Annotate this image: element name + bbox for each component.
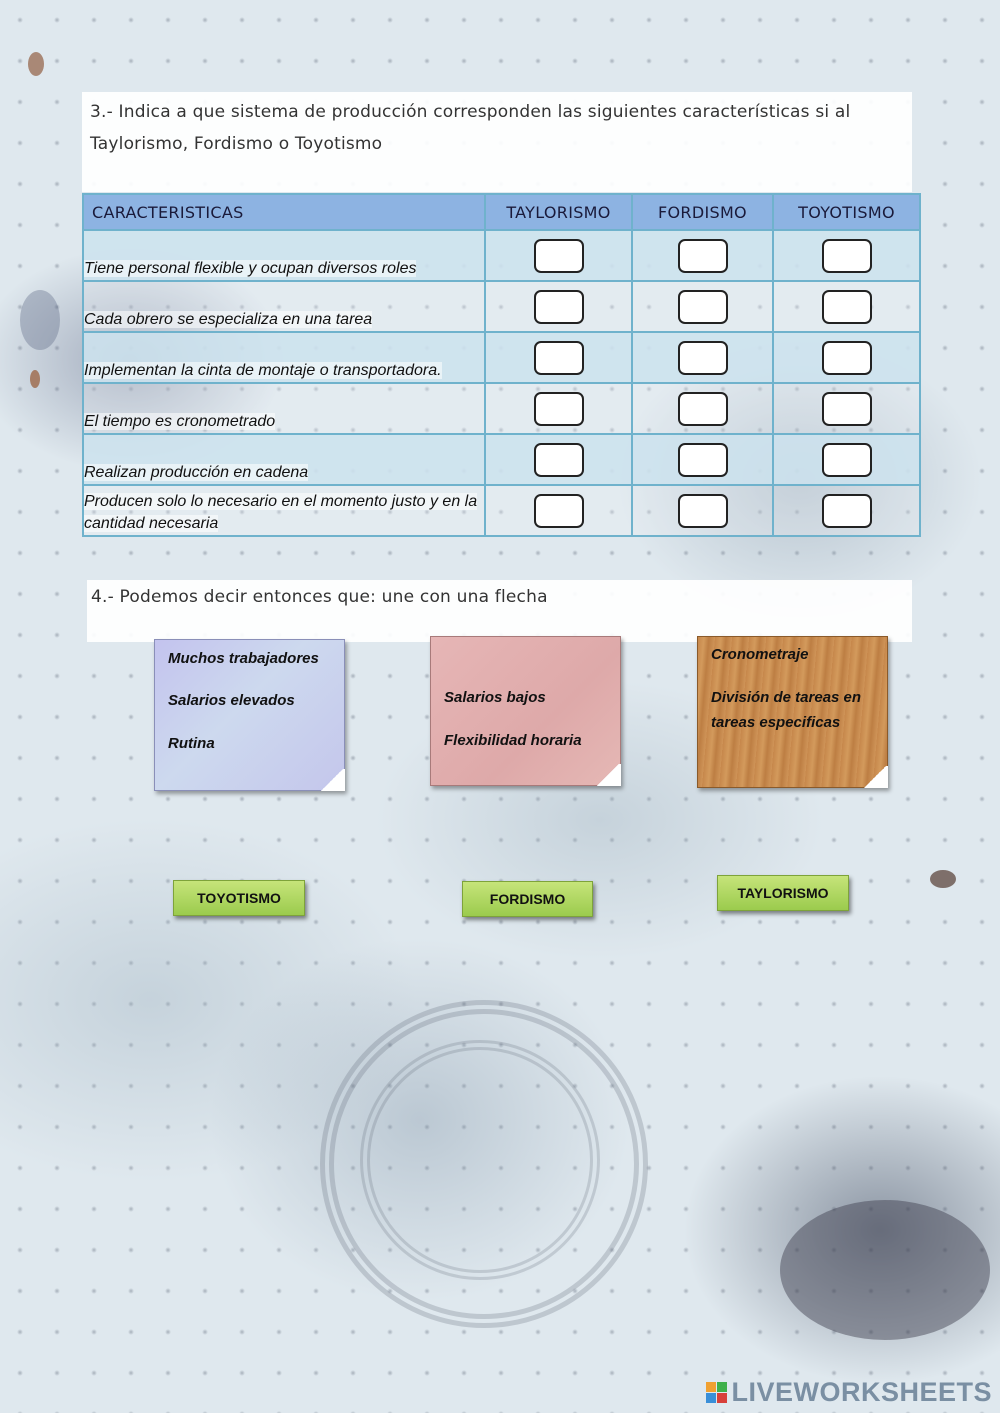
background-stain	[28, 52, 44, 76]
page-curl-icon	[319, 769, 345, 791]
header-fordismo: FORDISMO	[632, 194, 773, 230]
background-stain	[930, 870, 956, 888]
background-stain	[360, 1040, 600, 1280]
answer-checkbox-fordismo[interactable]	[678, 290, 728, 324]
answer-checkbox-toyotismo[interactable]	[822, 239, 872, 273]
header-caracteristicas: CARACTERISTICAS	[83, 194, 485, 230]
note-pink-item: Salarios bajos	[444, 689, 546, 706]
answer-checkbox-taylorismo[interactable]	[534, 290, 584, 324]
question-3-title-line2: Taylorismo, Fordismo o Toyotismo	[90, 134, 383, 154]
note-blue	[154, 639, 345, 791]
answer-checkbox-toyotismo[interactable]	[822, 290, 872, 324]
note-wood-item: tareas especificas	[711, 714, 841, 731]
question-3-panel	[82, 92, 912, 192]
table-row	[83, 383, 920, 434]
answer-checkbox-taylorismo[interactable]	[534, 443, 584, 477]
row-characteristic: Tiene personal flexible y ocupan diversos roles	[84, 260, 417, 277]
row-characteristic: El tiempo es cronometrado	[84, 413, 276, 430]
page-curl-icon	[862, 766, 888, 788]
answer-checkbox-taylorismo[interactable]	[534, 494, 584, 528]
row-characteristic: Implementan la cinta de montaje o transportadora.	[84, 362, 442, 379]
background-stain	[20, 290, 60, 350]
table-header-row	[83, 194, 920, 230]
answer-checkbox-fordismo[interactable]	[678, 392, 728, 426]
classification-table	[82, 193, 921, 537]
page-curl-icon	[595, 764, 621, 786]
table-row	[83, 230, 920, 281]
table-row	[83, 485, 920, 536]
table-row	[83, 332, 920, 383]
row-characteristic: Cada obrero se especializa en una tarea	[84, 311, 373, 328]
background-stain	[30, 370, 40, 388]
background-stain	[780, 1200, 990, 1340]
tag-toyotismo[interactable]: TOYOTISMO	[173, 880, 305, 916]
note-wood-item: Cronometraje	[711, 646, 809, 663]
answer-checkbox-taylorismo[interactable]	[534, 341, 584, 375]
header-toyotismo: TOYOTISMO	[773, 194, 920, 230]
note-blue-item: Salarios elevados	[168, 692, 295, 709]
table-row	[83, 281, 920, 332]
note-wood-item: División de tareas en	[711, 689, 862, 706]
tag-taylorismo[interactable]: TAYLORISMO	[717, 875, 849, 911]
answer-checkbox-toyotismo[interactable]	[822, 341, 872, 375]
answer-checkbox-fordismo[interactable]	[678, 494, 728, 528]
table-row	[83, 434, 920, 485]
liveworksheets-wordmark: LIVEWORKSHEETS	[731, 1376, 992, 1407]
answer-checkbox-fordismo[interactable]	[678, 341, 728, 375]
tag-fordismo[interactable]: FORDISMO	[462, 881, 593, 917]
question-3-title-line1: 3.- Indica a que sistema de producción corresponden las siguientes características si al	[90, 102, 851, 122]
header-taylorismo: TAYLORISMO	[485, 194, 632, 230]
note-blue-item: Rutina	[168, 735, 215, 752]
question-4-panel	[87, 580, 912, 642]
liveworksheets-logo-icon	[706, 1382, 727, 1403]
liveworksheets-brand	[706, 1378, 992, 1406]
answer-checkbox-toyotismo[interactable]	[822, 392, 872, 426]
note-wood	[697, 636, 888, 788]
note-pink	[430, 636, 621, 786]
answer-checkbox-toyotismo[interactable]	[822, 443, 872, 477]
question-4-title: 4.- Podemos decir entonces que: une con una flecha	[91, 587, 548, 607]
row-characteristic: Realizan producción en cadena	[84, 464, 309, 481]
answer-checkbox-fordismo[interactable]	[678, 239, 728, 273]
answer-checkbox-taylorismo[interactable]	[534, 239, 584, 273]
note-pink-item: Flexibilidad horaria	[444, 732, 582, 749]
answer-checkbox-fordismo[interactable]	[678, 443, 728, 477]
row-characteristic: Producen solo lo necesario en el momento justo y en la cantidad necesaria	[84, 493, 478, 532]
note-blue-item: Muchos trabajadores	[168, 650, 319, 667]
answer-checkbox-taylorismo[interactable]	[534, 392, 584, 426]
answer-checkbox-toyotismo[interactable]	[822, 494, 872, 528]
